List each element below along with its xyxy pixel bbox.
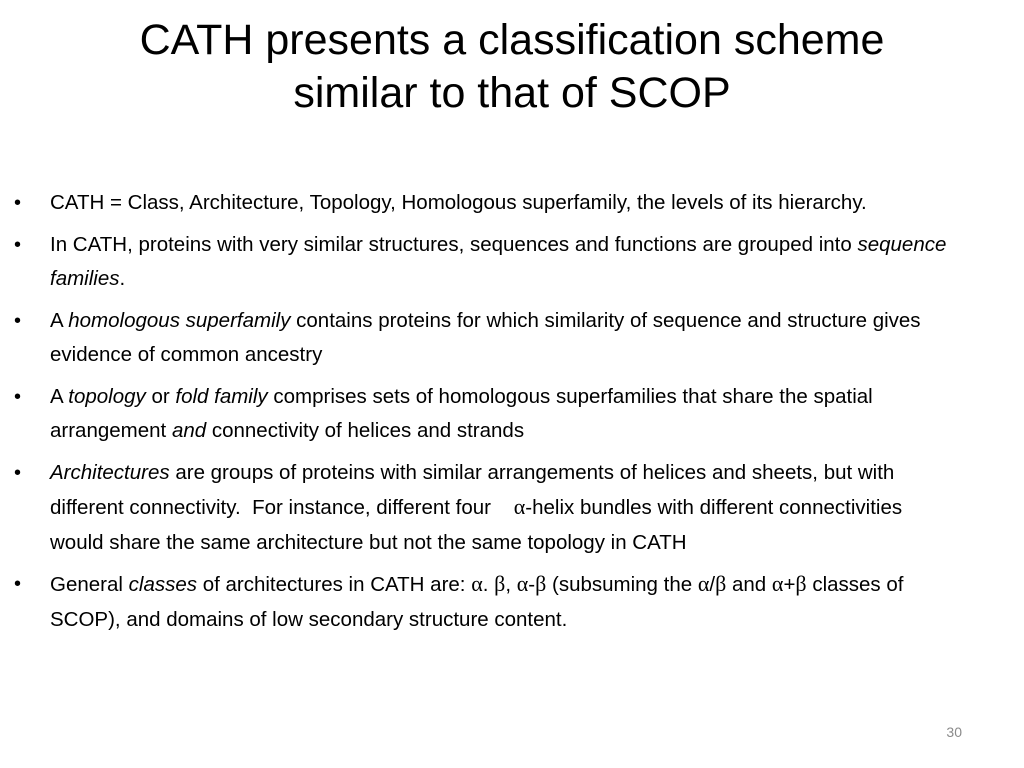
bullet-item-classes — [14, 567, 954, 637]
bullet-text: , — [505, 573, 517, 596]
bullet-item-homologous-superfamily — [14, 304, 954, 373]
bullet-text: contains proteins for which similarity of sequence and structure gives evidence of common ancestry — [50, 308, 921, 366]
bullet-item-sequence-families — [14, 228, 954, 297]
bullet-icon: • — [14, 461, 22, 484]
bullet-item-architectures — [14, 456, 954, 561]
greek-alpha: α — [513, 494, 526, 519]
bullet-text: (subsuming the — [546, 573, 698, 596]
bullet-text: and — [726, 573, 772, 596]
bullet-text: / — [709, 573, 716, 596]
bullet-text: CATH = Class, Architecture, Topology, Homologous superfamily, the levels of its hierarchy. — [50, 191, 867, 214]
bullet-text: of architectures in CATH are: — [197, 573, 472, 596]
bullet-icon: • — [14, 233, 22, 256]
slide-title — [40, 14, 984, 120]
bullet-item-topology — [14, 380, 954, 449]
bullet-text: comprises sets of homologous superfamilies that share the spatial arrangement — [50, 384, 873, 442]
bullet-icon: • — [14, 192, 22, 214]
bullet-text: A — [50, 308, 69, 332]
emphasis-term: sequence families — [50, 232, 947, 290]
bullet-icon: • — [14, 385, 22, 408]
title-line-1: CATH presents a classification scheme — [139, 16, 885, 64]
bullet-text: In CATH, proteins with very similar structures, sequences and functions are grouped into — [50, 232, 858, 256]
bullet-text: connectivity of helices and strands — [206, 419, 525, 442]
title-line-2: similar to that of SCOP — [293, 69, 731, 117]
emphasis-term: fold family — [175, 384, 268, 408]
greek-alpha: α — [771, 571, 784, 596]
bullet-text: . — [119, 267, 126, 290]
page-number: 30 — [946, 724, 962, 740]
emphasis-term: homologous superfamily — [68, 308, 291, 332]
bullet-list — [14, 186, 954, 644]
greek-beta: β — [715, 571, 727, 596]
bullet-text: General — [50, 573, 129, 596]
bullet-text: A — [50, 384, 69, 408]
emphasis-term: Architectures — [50, 460, 170, 484]
greek-beta: β — [795, 571, 807, 596]
greek-alpha: α — [697, 571, 710, 596]
bullet-text: -helix bundles with different connectivities would share the same architecture but not the same topology in CATH — [50, 496, 903, 554]
emphasis-term: classes — [128, 573, 197, 596]
bullet-icon: • — [14, 573, 22, 595]
greek-alpha: α — [471, 571, 483, 596]
greek-alpha: α — [516, 571, 529, 596]
bullet-text: or — [145, 384, 176, 408]
emphasis-term: and — [171, 419, 207, 442]
bullet-text: + — [783, 573, 796, 596]
emphasis-term: topology — [68, 384, 146, 408]
greek-beta: β — [494, 571, 506, 596]
bullet-text: classes of SCOP), and domains of low secondary structure content. — [50, 573, 904, 631]
greek-beta: β — [535, 571, 547, 596]
bullet-text: - — [528, 573, 536, 596]
bullet-text: . — [482, 573, 495, 596]
bullet-icon: • — [14, 309, 22, 332]
bullet-item-cath-definition — [14, 186, 954, 221]
bullet-text: are groups of proteins with similar arrangements of helices and sheets, but with different connectivity. For instance, different four — [50, 460, 901, 519]
